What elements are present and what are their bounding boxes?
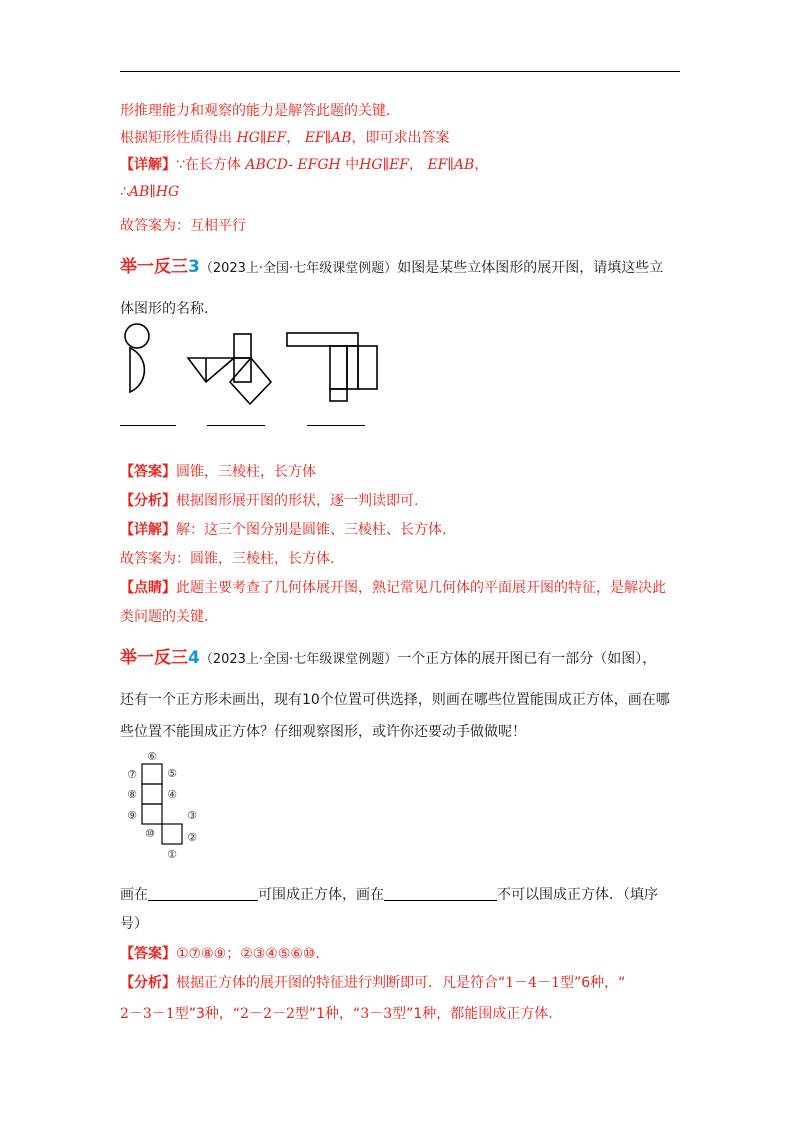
- position-8-label: ⑧: [127, 788, 137, 801]
- fill-blank-can[interactable]: [148, 886, 258, 901]
- position-2-label: ②: [187, 831, 197, 844]
- ex4-question-line-1: 举一反三4（2023上·全国·七年级课堂例题）一个正方体的展开图已有一部分（如图），: [120, 648, 657, 668]
- ex4-answer: 【答案】①⑦⑧⑨；②③④⑤⑥⑩.: [120, 946, 320, 962]
- position-10-label: ⑩: [145, 827, 155, 840]
- intro-line-2: 根据矩形性质得出 HG∥EF， EF∥AB，即可求出答案: [120, 130, 450, 146]
- position-9-label: ⑨: [127, 809, 137, 822]
- ex3-detail: 【详解】解：这三个图分别是圆锥、三棱柱、长方体.: [120, 522, 447, 538]
- ex4-question-line-2: 还有一个正方形未画出，现有10个位置可供选择，则画在哪些位置能围成正方体，画在哪: [120, 692, 670, 708]
- position-5-label: ⑤: [167, 767, 177, 780]
- intro-final: 故答案为：互相平行: [120, 218, 246, 234]
- intro-detail: 【详解】∵在长方体 ABCD- EFGH 中HG∥EF， EF∥AB，: [120, 157, 489, 173]
- ex4-analysis-line-1: 【分析】根据正方体的展开图的特征进行判断即可．凡是符合“1－4－1型”6种，“: [120, 975, 626, 991]
- ex4-analysis-line-2: 2－3－1型”3种，“2－2－2型”1种，“3－3型”1种，都能围成正方体.: [120, 1006, 553, 1022]
- ex3-comment-line-1: 【点睛】此题主要考查了几何体展开图，熟记常见几何体的平面展开图的特征，是解决此: [120, 580, 666, 596]
- position-7-label: ⑦: [127, 768, 137, 781]
- ex3-question-line-2: 体图形的名称.: [120, 301, 209, 317]
- intro-line-1: 形推理能力和观察的能力是解答此题的关键.: [120, 103, 391, 119]
- ex3-final: 故答案为：圆锥，三棱柱，长方体.: [120, 551, 335, 567]
- ex3-question-line-1: 举一反三3（2023上·全国·七年级课堂例题）如图是某些立体图形的展开图，请填这些立: [120, 257, 664, 277]
- position-6-label: ⑥: [147, 750, 157, 763]
- ex3-analysis: 【分析】根据图形展开图的形状，逐一判读即可.: [120, 493, 419, 509]
- position-1-label: ①: [167, 848, 177, 861]
- ex3-answer: 【答案】圆锥，三棱柱，长方体: [120, 464, 316, 480]
- intro-therefore: ∴AB∥HG: [120, 184, 180, 200]
- position-4-label: ④: [167, 788, 177, 801]
- ex4-fill-line: 画在 可围成正方体，画在 不可以围成正方体．（填序: [120, 887, 658, 903]
- ex4-fill-line-2: 号）: [120, 916, 148, 932]
- fill-blank-cannot[interactable]: [384, 886, 497, 901]
- position-3-label: ③: [187, 809, 197, 822]
- ex3-comment-line-2: 类问题的关键.: [120, 609, 209, 625]
- ex4-question-line-3: 些位置不能围成正方体？仔细观察图形，或许你还要动手做做呢！: [120, 724, 526, 740]
